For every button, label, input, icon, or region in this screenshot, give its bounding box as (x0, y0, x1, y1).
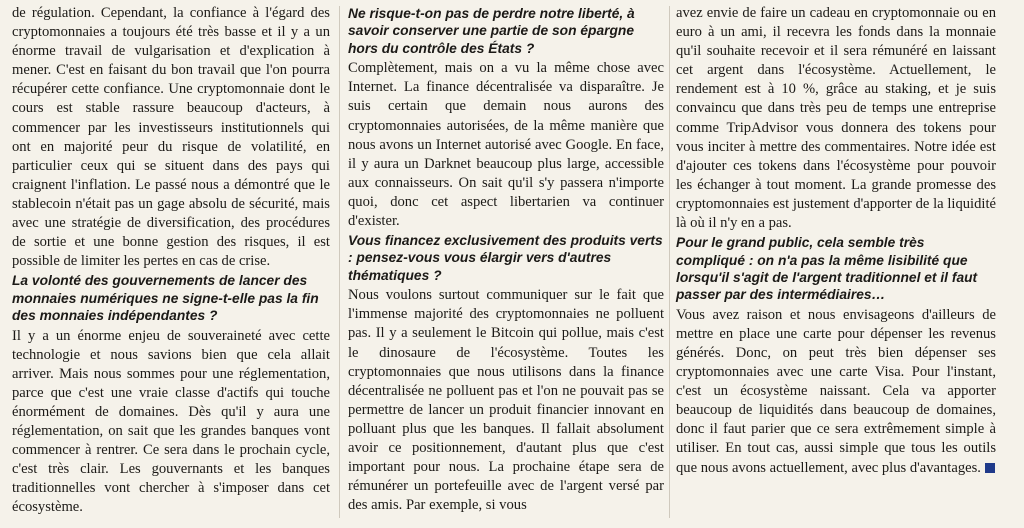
paragraph: de régulation. Cependant, la confiance à l'égard des cryptomonnaies a toujours été très basse et il y a un énorme travail de vulgarisation et d'explication à mener. C'est en faisant du bon travail que l'on pourra récupérer cette confiance. Une cryptomonnaie dont le cours est stable rassure beaucoup d'acteurs, à commencer par les investisseurs institutionnels qui ont en majorité peur du risque de volatilité, en particulier ceux qui se situent dans des pays qui craignent l'inflation. Le passé nous a démontré que le stablecoin n'était pas un gage absolu de sécurité, mais avec une stratégie de diversification, des procédures de sortie et une bonne gestion des risques, il est possible de limiter les pertes en cas de crise. (12, 5, 330, 270)
interview-question: Pour le grand public, cela semble très compliqué : on n'a pas la même lisibilité que lorsqu'il s'agit de l'argent traditionnel et il faut passer par des intermédiaires… (676, 235, 978, 303)
column-divider (669, 6, 670, 518)
paragraph-text: Vous avez raison et nous envisageons d'ailleurs de mettre en place une carte pour dépenser les revenus générés. Donc, on peut très bien dépenser ses cryptomonnaies avec une carte Visa. Pour l'instant, c'est un écosystème naissant. Cela va apporter beaucoup de liquidités dans beaucoup de domaines, donc il faut parier que ce sera extrêmement simple à utiliser. En tout cas, aussi simple que tous les outils que nous avons actuellement, avec plus d'avantages. (676, 306, 996, 476)
paragraph (676, 306, 996, 478)
end-of-article-mark-icon (985, 463, 995, 473)
paragraph: avez envie de faire un cadeau en cryptomonnaie ou en euro à un ami, il recevra les fonds dans la monnaie qu'il souhaite recevoir et il sera rémunéré en laissant cet argent dans l'écosystème. Actuellement, le rendement est à 10 %, grâce au staking, et je suis convaincu que dans très peu de temps une entreprise comme TripAdvisor vous donnera des tokens pour vous inciter à mettre des commentaires. Notre idée est d'ajouter ces tokens dans l'écosystème pour pouvoir les échanger à tout moment. La grande promesse des cryptomonnaies est justement d'apporter de la liquidité là où il n'y en a pas. (676, 5, 996, 232)
interview-question: Ne risque-t-on pas de perdre notre liberté, à savoir conserver une partie de son épargne hors du contrôle des États ? (348, 6, 635, 56)
paragraph: Il y a un énorme enjeu de souveraineté avec cette technologie et nous savions bien que cela allait arriver. Mais nous sommes pour une réglementation, parce que c'est une vraie classe d'actifs qui touche énormément de domaines. Dès qu'il y aura une réglementation, on sait que les grandes banques vont commencer à rentrer. Ce sera dans le prochain cycle, c'est très clair. Les gouvernants et les banques traditionnelles vont chercher à s'imposer dans cet écosystème. (12, 327, 330, 516)
paragraph: Nous voulons surtout communiquer sur le fait que l'immense majorité des cryptomonnaies ne polluent pas. Il y a seulement le Bitcoin qui pollue, mais c'est le dinosaure de l'écosystème. Toutes les cryptomonnaies que nous utilisons dans la finance décentralisée ne polluent pas et l'on ne pouvait pas se permettre de lancer un produit financier innovant en polluant plus que les banques. Il fallait absolument avoir ce positionnement, d'autant plus que c'est important pour nous. La prochaine étape sera de rémunérer un portefeuille avec de l'argent versé par des amis. Par exemple, si vous (348, 287, 664, 514)
interview-question: La volonté des gouvernements de lancer des monnaies numériques ne signe-t-elle pas la fin des monnaies indépendantes ? (12, 273, 319, 324)
paragraph: Complètement, mais on a vu la même chose avec Internet. La finance décentralisée va disparaître. Je suis certain que demain nous aurons des cryptomonnaies autorisées, de la même manière que nous avons un Internet autorisé avec Google. En face, il y aura un Darknet beaucoup plus large, accessible aux connaisseurs. On sait qu'il s'y passera n'importe quoi, donc cet aspect libertarien va continuer d'exister. (348, 60, 664, 229)
interview-question: Vous financez exclusivement des produits verts : pensez-vous vous élargir vers d'autres thématiques ? (348, 233, 663, 283)
article-column-1 (12, 4, 330, 517)
column-divider (339, 6, 340, 518)
article-column-2 (348, 4, 664, 515)
article-column-3 (676, 4, 996, 478)
